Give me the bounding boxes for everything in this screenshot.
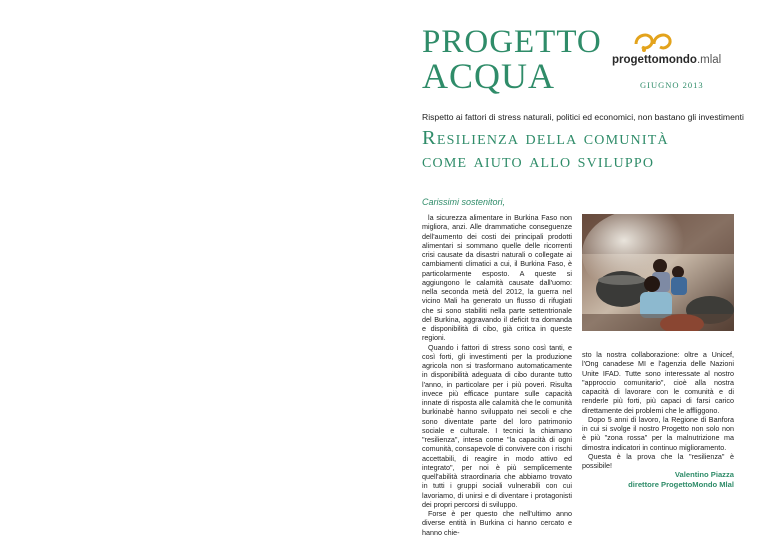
progettomondo-logo: [612, 30, 732, 72]
greeting: Carissimi sostenitori,: [422, 197, 506, 207]
headline-line-1: Resilienza della comunità: [422, 127, 669, 149]
logo-swirl-icon: [632, 30, 676, 54]
article-column-2: [582, 350, 734, 470]
brand-name-bold: progettomondo: [612, 54, 697, 66]
title-line-2: ACQUA: [422, 56, 556, 96]
brand-name-suffix: .mlal: [696, 54, 722, 66]
headline: [422, 127, 669, 173]
article-column-1: [422, 213, 572, 537]
issue-date: GIUGNO 2013: [640, 80, 704, 90]
paragraph: Questa è la prova che la "resilienza" è possibile!: [582, 451, 734, 470]
signature-name: Valentino Piazza: [674, 470, 734, 479]
article-photo: [582, 214, 734, 331]
headline-line-2: come aiuto allo sviluppo: [422, 150, 655, 172]
paragraph: Quando i fattori di stress sono così tanti, e così forti, gli investimenti per la produzione agricola non si trasformano automaticamente in disponibilità adeguata di cibo durante tutto l'anno, in particolare per i più poveri. Risulta invece più efficace puntare sulle capacità innate di risposta alle calamità che le comunità burkinabè hanno sviluppato nei secoli e che sono diventate parte del loro patrimonio sociale e culturale. I tecnici la chiamano "resilienza", intesa come "la capacità di ogni comunità, consapevole di convivere con i rischi accettabili, di reagire in modo attivo ed integrato", per noi è più semplicemente quell'abilità straordinaria che abbiamo trovato in tutti i gruppi sociali vulnerabili con cui lavoriamo, di unirsi e di diventare i protagonisti dei propri percorsi di sviluppo.: [422, 342, 572, 509]
paragraph: sto la nostra collaborazione: oltre a Unicef, l'Ong canadese MI e l'agenzia delle Nazioni Unite IFAD. Tutte sono interessate al nostro "approccio comunitario", cioè alla nostra capacità di lavorare con le comunità e di renderle più forti, più capaci di farsi carico direttamente dei problemi che le affliggono.: [582, 350, 734, 415]
newsletter-title: [422, 26, 602, 94]
paragraph: la sicurezza alimentare in Burkina Faso non migliora, anzi. Alle drammatiche conseguenze dell'aumento dei costi dei principali prodotti alimentari si sommano quelle delle ricorrenti crisi causate da disastri naturali o collegate ai cambiamenti climatici a cui, il Burkina Faso, è particolarmente esposto. A queste si aggiungono le calamità causate dall'uomo: nella seconda metà del 2012, la guerra nel vicino Mali ha generato un flusso di rifugiati che si sono stabiliti nella parte settentrionale del Burkina, aggravando il deficit tra domanda e disponibilità di cibo, già critica in queste regioni.: [422, 213, 572, 343]
title-line-1: PROGETTO: [422, 24, 602, 60]
paragraph: Forse è per questo che nell'ultimo anno diverse entità in Burkina ci hanno cercato e hanno chie-: [422, 509, 572, 537]
paragraph: Dopo 5 anni di lavoro, la Regione di Banfora in cui si svolge il nostro Progetto non solo non è più "zona rossa" per la malnutrizione ma dimostra indicatori in continuo miglioramento.: [582, 414, 734, 452]
signature: [582, 470, 734, 490]
signature-role: direttore ProgettoMondo Mlal: [628, 480, 734, 489]
kicker-text: Rispetto ai fattori di stress naturali, politici ed economici, non bastano gli investimenti: [422, 112, 744, 122]
